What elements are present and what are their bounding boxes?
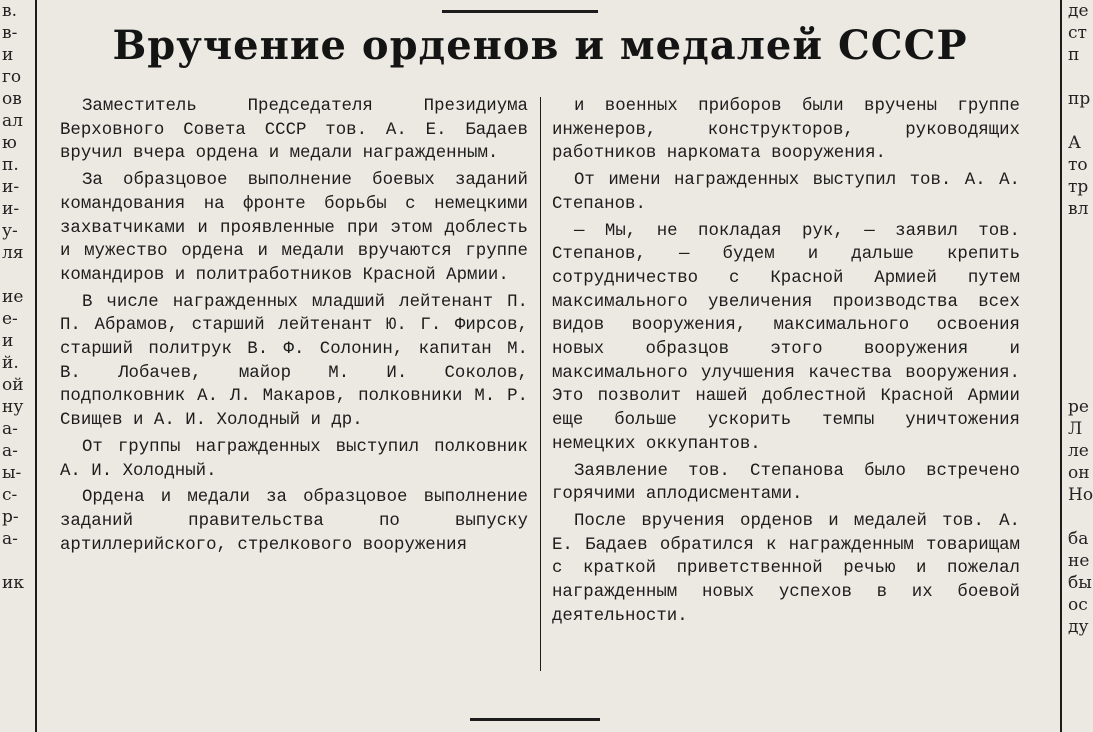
bottom-separator-rule	[470, 718, 600, 721]
fragment-line: ы-	[2, 463, 22, 483]
fragment-line: не	[1068, 551, 1090, 571]
column-2-paragraph: Заявление тов. Степанова было встречено горячими аплодисментами.	[552, 461, 1020, 505]
fragment-line: ле	[1068, 441, 1089, 461]
fragment-line	[1068, 286, 1090, 308]
fragment-line: он	[1068, 463, 1090, 483]
fragment-line: в-	[2, 23, 18, 43]
fragment-line: тр	[1068, 177, 1089, 197]
fragment-line: ов	[2, 89, 22, 109]
fragment-line	[1068, 308, 1090, 330]
fragment-line: ос	[1068, 595, 1088, 615]
fragment-line: и	[2, 331, 14, 351]
fragment-line	[1068, 242, 1090, 264]
fragment-line	[2, 264, 30, 286]
article-title: Вручение орденов и медалей СССР	[112, 22, 968, 69]
fragment-line: у-	[2, 221, 18, 241]
fragment-line: де	[1068, 1, 1089, 21]
fragment-line: й.	[2, 353, 19, 373]
fragment-line	[1068, 220, 1090, 242]
fragment-line: го	[2, 67, 22, 87]
left-column-rule	[35, 0, 37, 732]
fragment-line: вл	[1068, 199, 1089, 219]
fragment-line	[1068, 330, 1090, 352]
fragment-line	[1068, 110, 1090, 132]
column-1-paragraph: За образцовое выполнение боевых заданий командования на фронте борьбы с немецкими захватчиками и проявленные при этом доблесть и мужество ордена и медали вручаются группе командиров и политработников Красной Армии.	[60, 171, 528, 285]
right-column-rule	[1060, 0, 1062, 732]
fragment-line: ой	[2, 375, 24, 395]
fragment-line: ю	[2, 133, 17, 153]
left-column-fragment	[2, 0, 30, 594]
column-1-paragraph: От группы награжденных выступил полковник А. И. Холодный.	[60, 437, 528, 481]
fragment-line: п.	[2, 155, 19, 175]
fragment-line: а-	[2, 419, 18, 439]
right-column-fragment	[1068, 0, 1093, 638]
fragment-line: то	[1068, 155, 1088, 175]
fragment-line: Л	[1068, 419, 1083, 439]
column-2-paragraph: После вручения орденов и медалей тов. А. Е. Бадаев обратился к награжденным товарищам с краткой приветственной речью и пожелал награжденным новых успехов в их боевой деятельности.	[552, 511, 1020, 626]
fragment-line: ал	[2, 111, 23, 131]
column-divider-rule	[540, 97, 541, 671]
fragment-line: ие	[2, 287, 24, 307]
fragment-line: и	[2, 45, 14, 65]
fragment-line: пр	[1068, 89, 1091, 109]
fragment-line	[1068, 506, 1090, 528]
fragment-line	[1068, 352, 1090, 374]
article-column-2	[552, 95, 1020, 631]
fragment-line: и-	[2, 177, 20, 197]
fragment-line: е-	[2, 309, 18, 329]
column-2-paragraph: — Мы, не покладая рук, — заявил тов. Степанов, — будем и дальше крепить сотрудничество с Красной Армией путем максимального увеличения производства всех видов вооружения, максимального освоения новых образцов этого вооружения и максимального улучшения качества вооружения. Это позволит нашей доблестной Красной Армии еще больше ускорить темпы уничтожения немецких оккупантов.	[552, 221, 1020, 454]
fragment-line: Но	[1068, 485, 1093, 505]
fragment-line	[1068, 264, 1090, 286]
fragment-line: ст	[1068, 23, 1087, 43]
fragment-line: р-	[2, 507, 19, 527]
column-2-paragraph: От имени награжденных выступил тов. А. А. Степанов.	[552, 171, 1020, 214]
fragment-line: ну	[2, 397, 24, 417]
fragment-line: а-	[2, 441, 18, 461]
fragment-line: ба	[1068, 529, 1089, 549]
fragment-line: п	[1068, 45, 1080, 65]
top-separator-rule	[442, 10, 598, 13]
fragment-line	[2, 550, 30, 572]
fragment-line: А	[1068, 133, 1081, 153]
fragment-line: а-	[2, 529, 18, 549]
column-1-paragraph: В числе награжденных младший лейтенант П. П. Абрамов, старший лейтенант Ю. Г. Фирсов, старший политрук В. Ф. Солонин, капитан М. В. Лобачев, майор М. И. Соколов, подполковник А. Л. Макаров, полковники М. Р. Свищев и А. И. Холодный и др.	[60, 292, 528, 431]
column-1-paragraph: Заместитель Председателя Президиума Верховного Совета СССР тов. А. Е. Бадаев вручил вчера ордена и медали награжденным.	[60, 97, 528, 164]
fragment-line	[1068, 66, 1090, 88]
fragment-line: и-	[2, 199, 20, 219]
fragment-line	[1068, 374, 1090, 396]
fragment-line: ду	[1068, 617, 1089, 637]
fragment-line: ля	[2, 243, 24, 263]
article-column-1	[60, 95, 528, 560]
fragment-line: бы	[1068, 573, 1092, 593]
column-1-paragraph: Ордена и медали за образцовое выполнение заданий правительства по выпуску артиллерийского, стрелкового вооружения	[60, 488, 528, 555]
fragment-line: ре	[1068, 397, 1089, 417]
fragment-line: в.	[2, 1, 17, 21]
fragment-line: ик	[2, 573, 24, 593]
fragment-line: с-	[2, 485, 18, 505]
column-2-paragraph: и военных приборов были вручены группе инженеров, конструкторов, руководящих работников наркомата вооружения.	[552, 97, 1020, 164]
